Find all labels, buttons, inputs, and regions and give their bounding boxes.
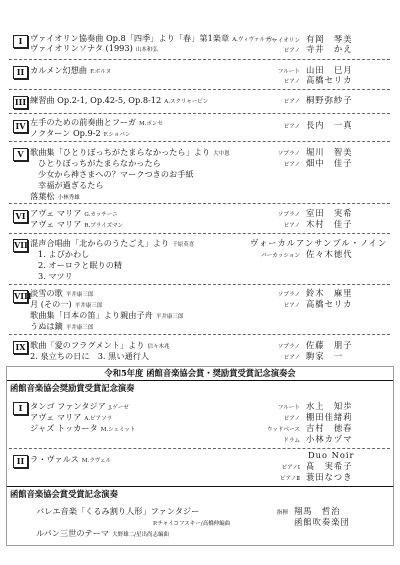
divider <box>9 59 390 60</box>
divider <box>9 203 390 204</box>
work-line: バレエ音楽「くるみ割り人形」ファンタジー <box>36 506 200 516</box>
award-heading: 函館音楽協会賞受賞記念演奏 <box>10 489 118 499</box>
divider <box>9 89 390 90</box>
performer-line: フルート 山田 巳月 <box>277 65 353 75</box>
work-line: 2. オーロラと眠りの精 <box>38 260 123 270</box>
section-number: IV <box>13 120 28 133</box>
divider <box>9 141 390 142</box>
work-line: 左手のための前奏曲とフーガ M.ポンセ <box>30 117 163 127</box>
performer-line: ヴァイオリン 有岡 琴美 <box>266 34 353 44</box>
work-line: 月 (その一) 平井康三郎 <box>30 299 103 309</box>
performer-line: ピアノⅡ 蓑田なつき <box>279 472 353 482</box>
section-number: II <box>13 66 28 79</box>
section-number: VII <box>14 240 28 250</box>
performer-line: ピアノ 寺井 かえ <box>283 44 353 54</box>
work-line: ヴァイオリンソナタ (1993) 山本和弘 <box>30 43 158 53</box>
work-line: タンゴ ファンタジア J.ゲーゼ <box>30 401 129 411</box>
performer-line: 指揮 翔馬 哲治 <box>276 506 341 516</box>
performer-line: ソプラノ 鈴木 麻里 <box>277 288 353 298</box>
divider <box>9 233 390 234</box>
work-line: うぬは鏑 平井康三郎 <box>30 321 94 331</box>
work-line: 歌曲集「日本の笛」より親由子舟 平井康三郎 <box>30 310 184 320</box>
performer-line: ソプラノ 堀川 智美 <box>277 147 353 157</box>
divider <box>9 334 390 335</box>
work-line: ヴァイオリン協奏曲 Op.8「四季」より「春」第1楽章 A.ヴィヴァルディ <box>30 33 276 43</box>
section-number: III <box>14 97 27 107</box>
section-number: V <box>13 148 28 161</box>
performer-line: ソプラノ 佐藤 朋子 <box>277 340 353 350</box>
section-number: VIII <box>14 291 32 301</box>
work-line: ノクターン Op.9-2 F.ショパン <box>30 128 131 138</box>
section-number: I <box>13 35 28 48</box>
work-line: アヴェ マリア R.ブライズマン <box>30 219 123 229</box>
work-line: ジャズ トッカータ M.シュミット <box>30 423 136 433</box>
performer-line: パーカッション 佐々木徳代 <box>261 249 353 259</box>
work-line: 歌曲「愛のフラグメント」より 信々木兆 <box>30 340 170 350</box>
work-line: 1. よびかわし <box>38 249 90 259</box>
performer-line: ドラム 小林カヅマ <box>283 434 353 444</box>
work-line: 幸福が過ぎるたら <box>38 180 104 190</box>
concert-title: 令和5年度 函館音楽協会賞・奨励賞受賞記念演奏会 <box>104 368 296 378</box>
performer-line: ウッドベース 吉村 徳春 <box>266 423 353 433</box>
work-line: カルメン幻想曲 F.ボルヌ <box>30 65 112 75</box>
work-line: 少女から神さまへの？マークつきのお手紙 <box>38 169 194 179</box>
section-number: VI <box>13 210 28 223</box>
work-line: ひとりぼっちがたまらなかったら <box>38 158 161 168</box>
work-line: 落葉松 小林秀雄 <box>30 191 80 201</box>
performer-line: ピアノ 棚田佳緒莉 <box>283 412 353 422</box>
award-heading: 函館音楽協会奨励賞受賞記念演奏 <box>10 383 135 393</box>
work-line: 歌曲集「ひとりぼっちがたまらなかったら」より 大中恩 <box>30 147 230 157</box>
work-line: アヴェ マリア G.カッチーニ <box>30 208 118 218</box>
performer-line: ピアノ 長内 一真 <box>283 120 353 130</box>
work-line: 練習曲 Op.2-1, Op.42-5, Op.8-12 A.スクリャービン <box>30 95 209 105</box>
section-number: II <box>13 455 28 468</box>
divider <box>9 284 390 285</box>
divider <box>9 113 390 114</box>
performer-line: 函館吹奏楽団 <box>294 517 350 527</box>
work-line: 混声合唱曲「北からのうたごえ」より 千原英喜 <box>30 238 195 248</box>
performer-line: ヴォーカルアンサンブル・ノイン <box>250 238 388 248</box>
performer-line: Duo Noir <box>308 450 355 460</box>
section-number: IX <box>13 341 28 354</box>
performer-line: ピアノ 木村 佳子 <box>283 219 353 229</box>
performer-line: ピアノ 駒家 一 <box>283 351 344 361</box>
performer-line: ピアノⅠ 髙 実希子 <box>281 461 353 471</box>
section-number: I <box>13 402 28 415</box>
work-line: アヴェ マリア A.ピアソラ <box>30 412 113 422</box>
performer-line: ピアノ 高橋セリカ <box>283 75 353 85</box>
work-line: 2. 泉立ちの日に 3. 黒い通行人 <box>30 351 150 361</box>
work-line: ラ・ヴァルス M.ラヴェル <box>30 454 111 464</box>
performer-line: フルート 水上 知歩 <box>277 401 353 411</box>
work-line: 淡雪の歌 平井康三郎 <box>30 288 94 298</box>
award-frame <box>6 366 394 546</box>
performer-line: ピアノ 畑中 佳子 <box>283 158 353 168</box>
performer-line: ピアノ 高橋セリカ <box>283 299 353 309</box>
performer-line: ピアノ 桐野弥紗子 <box>283 95 353 105</box>
work-line: P.チャイコフスキー/高橋伸編曲 <box>153 521 231 527</box>
performer-line: ソプラノ 室田 実希 <box>277 208 353 218</box>
work-line: 3. マツリ <box>38 271 73 281</box>
work-line: ルパン三世のテーマ 大野雄二/星出尚志編曲 <box>36 528 169 538</box>
